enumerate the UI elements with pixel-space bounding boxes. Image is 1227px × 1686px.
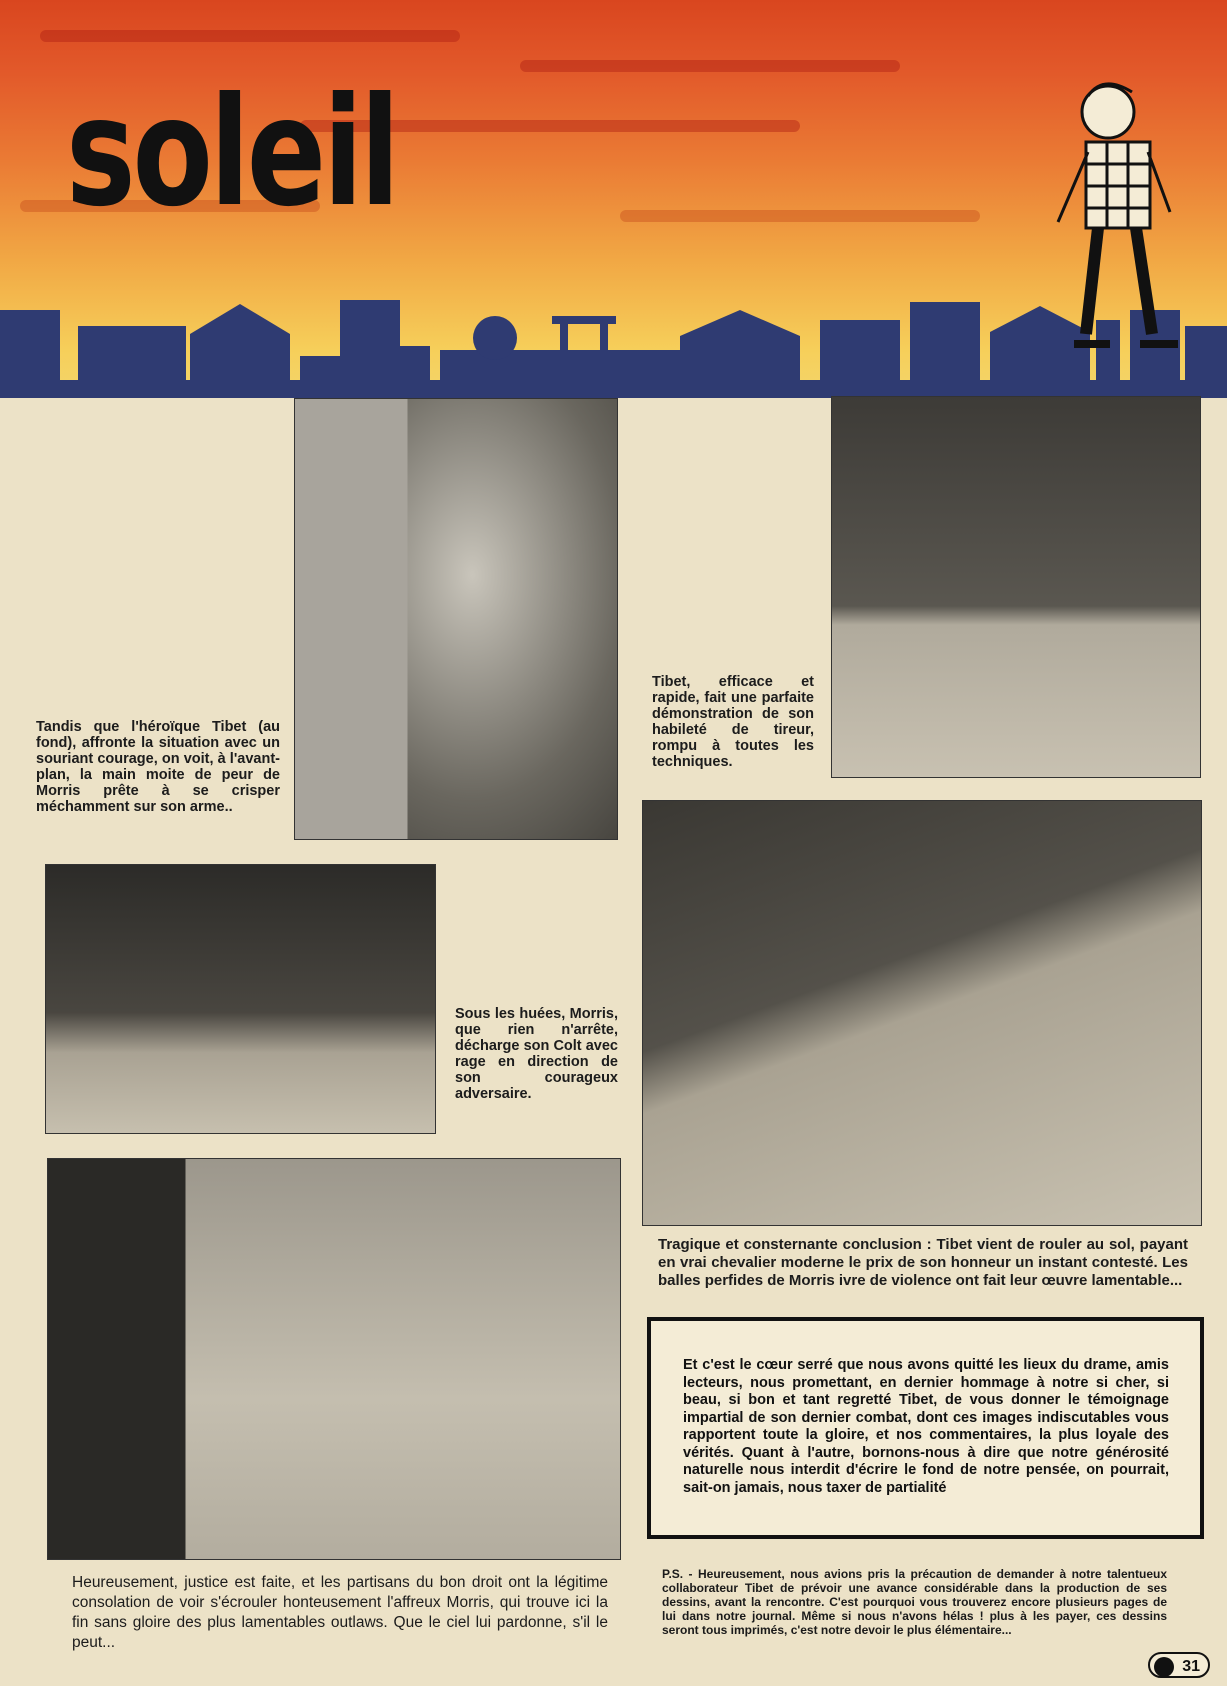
paint-streak [620,210,980,222]
closing-statement-box [647,1317,1204,1539]
photo-duel-foreground-hand [294,398,618,840]
paint-streak [520,60,900,72]
photo-tibet-drawing [831,396,1201,778]
ps-note: P.S. - Heureusement, nous avions pris la précaution de demander à notre talentueux collaborateur Tibet de prévoir une avance considérable dans la production de ses dessins, avant la rencontre. C'est pourquoi vous trouverez encore plusieurs pages de lui dans notre journal. Même si nous n'avons hélas ! plus à les payer, ces dessins seront tous imprimés, c'est notre devoir le plus élémentaire... [662,1567,1167,1637]
page-number-icon [1154,1657,1174,1677]
page-number: 31 [1182,1658,1200,1675]
town-skyline-icon [0,296,1227,398]
photo-morris-firing [45,864,436,1134]
caption-photo2: Tibet, efficace et rapide, fait une parfaite démonstration de son habileté de tireur, rompu à toutes les techniques. [652,674,814,770]
caption-photo3: Sous les huées, Morris, que rien n'arrête, décharge son Colt avec rage en direction de son courageux adversaire. [455,1006,618,1102]
photo-morris-falls [47,1158,621,1560]
cowboy-cartoon-icon [1048,72,1188,392]
photo-tibet-on-ground [642,800,1202,1226]
caption-photo1: Tandis que l'héroïque Tibet (au fond), affronte la situation avec un souriant courage, on voit, à l'avant-plan, la main moite de peur de Morris prête à se crisper méchamment sur son arme.. [36,719,280,815]
paint-streak [40,30,460,42]
page-title: soleil [66,66,397,240]
caption-photo4: Tragique et consternante conclusion : Tibet vient de rouler au sol, payant en vrai chevalier moderne le prix de son honneur un instant contesté. Les balles perfides de Morris ivre de violence ont fait leur œuvre lamentable... [658,1236,1188,1289]
closing-statement-text: Et c'est le cœur serré que nous avons quitté les lieux du drame, amis lecteurs, nous promettant, en dernier hommage à notre si cher, si beau, si bon et tant regretté Tibet, de vous donner le témoignage impartial de son dernier combat, dont ces images indiscutables vous rapportent toute la gloire, et nos commentaires, la plus loyale des vérités. Quant à l'autre, bornons-nous à dire que notre générosité naturelle nous interdit d'écrire le fond de notre pensée, on pourrait, sait-on jamais, nous taxer de partialité [683,1357,1169,1496]
header-banner [0,0,1227,398]
page-number-badge [1148,1652,1210,1678]
caption-photo5: Heureusement, justice est faite, et les partisans du bon droit ont la légitime consolation de voir s'écrouler honteusement l'affreux Morris, qui trouve ici la fin sans gloire des plus lamentables outlaws. Que le ciel lui pardonne, s'il le peut... [72,1574,608,1651]
